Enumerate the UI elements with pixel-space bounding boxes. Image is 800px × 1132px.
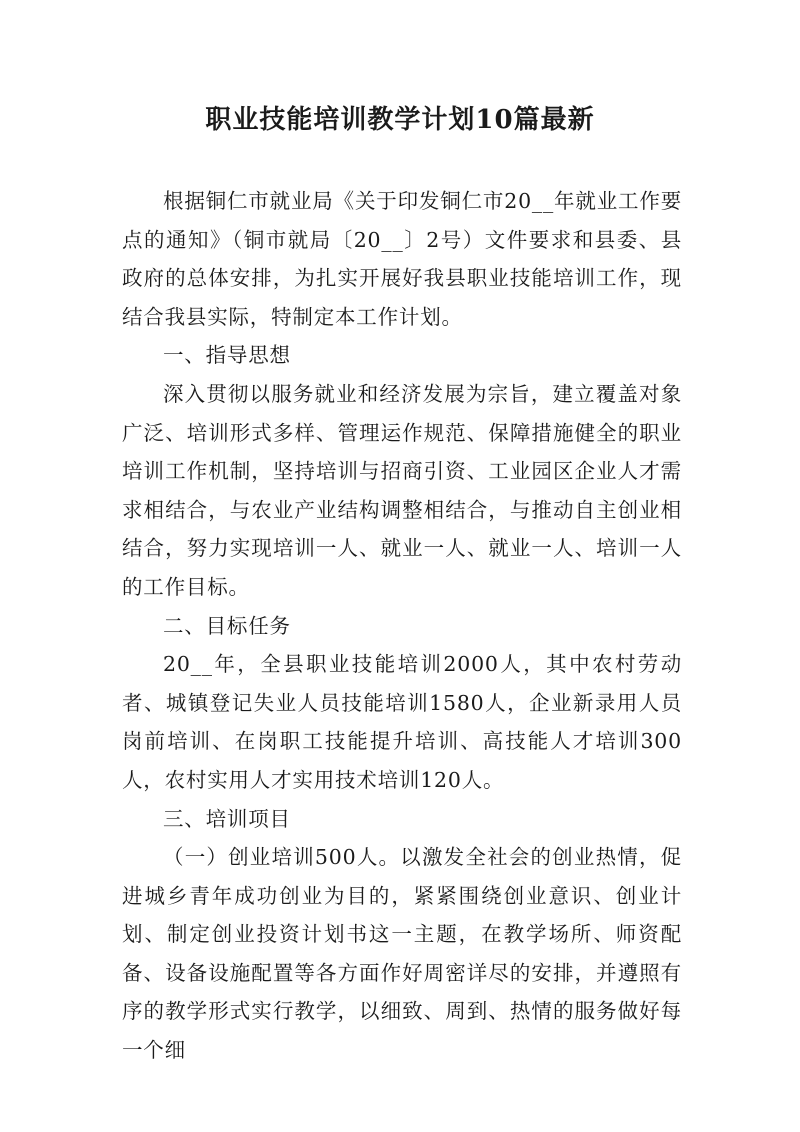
paragraph-guiding-ideology: 深入贯彻以服务就业和经济发展为宗旨，建立覆盖对象广泛、培训形式多样、管理运作规范、保障措施健全的职业培训工作机制，坚持培训与招商引资、工业园区企业人才需求相结合，与农业产业结构调整相结合，与推动自主创业相结合，努力实现培训一人、就业一人、就业一人、培训一人的工作目标。 (122, 381, 682, 599)
section-heading-training-projects: 三、培训项目 (163, 806, 291, 831)
paragraph-objectives: 20__年，全县职业技能培训2000人，其中农村劳动者、城镇登记失业人员技能培训1580人，企业新录用人员岗前培训、在岗职工技能提升培训、高技能人才培训300人，农村实用人才实用技术培训120人。 (122, 652, 682, 792)
paragraph-intro: 根据铜仁市就业局《关于印发铜仁市20__年就业工作要点的通知》（铜市就局〔20__〕2号）文件要求和县委、县政府的总体安排，为扎实开展好我县职业技能培训工作，现结合我县实际，特制定本工作计划。 (122, 189, 682, 329)
section-heading-objectives: 二、目标任务 (163, 613, 291, 638)
document-body (122, 182, 682, 1070)
paragraph-entrepreneurship-training: （一）创业培训500人。以激发全社会的创业热情，促进城乡青年成功创业为目的，紧紧围绕创业意识、创业计划、制定创业投资计划书这一主题，在教学场所、师资配备、设备设施配置等各方面作好周密详尽的安排，并遵照有序的教学形式实行教学，以细致、周到、热情的服务做好每一个细 (122, 845, 682, 1063)
section-heading-guiding-ideology: 一、指导思想 (163, 343, 291, 368)
document-title: 职业技能培训教学计划10篇最新 (205, 105, 595, 135)
